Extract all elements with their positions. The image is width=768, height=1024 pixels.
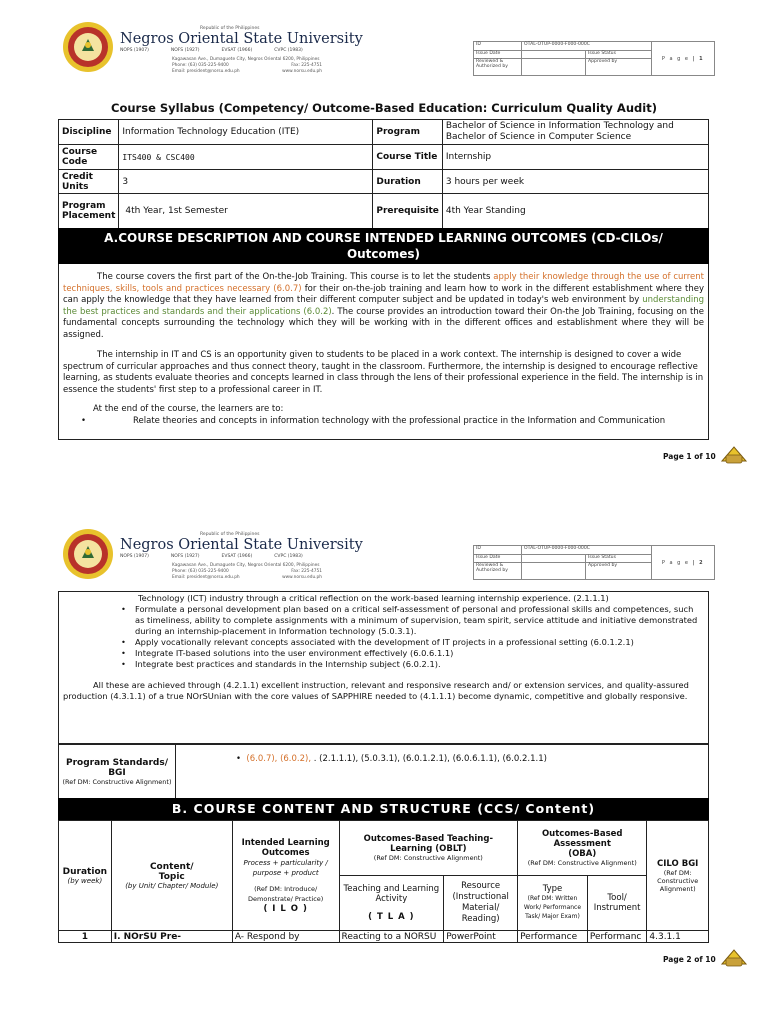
id-value: OTAL-OTUP-0000-F000-000C: [522, 42, 652, 51]
description-paragraph-2: The internship in IT and CS is an opportunity given to students to be placed in a work context. The internship is designed to cover a wide spectrum of curricular approaches and thus connect theory, taught in the classroom. Furthermore, the internship is designed to encourage reflective learning, as students evaluate theories and concepts learned in class through the lens of their professional experience in the field. The internship is in essence the students' first step to a professional career in IT.: [63, 350, 704, 395]
row-tla: Reacting to a NORSU: [339, 931, 444, 943]
col-oba: [518, 821, 647, 876]
col-tla-abbr: ( T L A ): [368, 912, 415, 922]
section-b-header: B. COURSE CONTENT AND STRUCTURE (CCS/ Content): [58, 798, 709, 820]
course-code-label: Course Code: [59, 145, 119, 170]
program-label: Program: [373, 120, 442, 145]
standards-ref: (Ref DM: Constructive Alignment): [62, 778, 172, 786]
issue-date-label: Issue Date: [474, 50, 522, 59]
campus-item: EVSAT (1966): [221, 554, 253, 559]
reviewed-label: Reviewed & Authorized by: [474, 59, 522, 76]
university-seal-icon: [62, 528, 114, 580]
program-standards-table: [58, 744, 709, 800]
ilo-item: • Integrate IT-based solutions into the user environment effectively (6.0.6.1.1): [103, 648, 704, 659]
col-ilo-label: Intended Learning Outcomes: [241, 837, 330, 858]
republic-label: Republic of the Philippines: [200, 532, 260, 537]
col-duration-label: Duration: [62, 866, 108, 877]
page-number: | 1: [692, 55, 705, 62]
campus-item: CVPC (1983): [274, 554, 303, 559]
col-oblt-ref: (Ref DM: Constructive Alignment): [373, 854, 483, 862]
col-tla-label: Teaching and Learning Activity: [343, 884, 440, 904]
discipline-label: Discipline: [59, 120, 119, 145]
campus-item: CVPC (1983): [274, 48, 303, 53]
issue-status-label: Issue Status: [586, 50, 652, 59]
approved-label: Approved by: [586, 563, 652, 580]
row-content: I. NOrSU Pre-: [111, 931, 232, 943]
duration-value: 3 hours per week: [442, 170, 708, 194]
id-label: ID: [474, 546, 522, 555]
reviewed-value: [522, 563, 586, 580]
campus-item: EVSAT (1966): [221, 48, 253, 53]
section-a-header: A.COURSE DESCRIPTION AND COURSE INTENDED LEARNING OUTCOMES (CD-CILOs/ Outcomes): [58, 228, 709, 264]
ilo-continued-text: Technology (ICT) industry through a critical reflection on the work-based learning internship experience. (2.1.1.1): [138, 593, 609, 603]
placement-label: Program Placement: [59, 194, 119, 229]
col-content-label: Content/ Topic: [149, 861, 194, 882]
university-header: [120, 26, 363, 75]
row-type: Performance: [518, 931, 588, 943]
desc-text: The course covers the first part of the On-the-Job Training. This course is to let the students: [97, 272, 494, 282]
page-label: P a g e: [661, 55, 690, 62]
document-control-table: [473, 41, 715, 76]
page-label: P a g e: [661, 559, 690, 566]
id-label: ID: [474, 42, 522, 51]
row-duration: 1: [59, 931, 112, 943]
desc-highlight-orange: apply their knowledge through the use of current techniques, skills, tools and practices necessary (6.0.7): [63, 272, 704, 294]
university-name: Negros Oriental State University: [120, 31, 363, 47]
syllabus-page-2: [0, 512, 768, 1024]
duration-label: Duration: [373, 170, 442, 194]
fax-line: Fax: 225-4751: [291, 569, 322, 574]
col-ilo-sub: Process + particularity / purpose + product: [243, 858, 328, 877]
page-footer: Page 1 of 10: [663, 452, 716, 461]
reviewed-value: [522, 59, 586, 76]
standards-values-text: . (2.1.1.1), (5.0.3.1), (6.0.1.2.1), (6.0.6.1.1), (6.0.2.1.1): [313, 754, 547, 764]
document-control-table: [473, 545, 715, 580]
page-number: | 2: [692, 559, 705, 566]
col-oblt-label: Outcomes-Based Teaching-Learning (OBLT): [363, 834, 493, 854]
course-title-value: Internship: [442, 145, 708, 170]
ilo-list: [63, 604, 704, 670]
col-type: [518, 876, 588, 931]
address-line: Kagawasan Ave., Dumaguete City, Negros Oriental 6200, Philippines: [172, 57, 320, 62]
address-line: Kagawasan Ave., Dumaguete City, Negros Oriental 6200, Philippines: [172, 563, 320, 568]
program-value: Bachelor of Science in Information Technology and Bachelor of Science in Computer Science: [442, 120, 708, 145]
reviewed-label: Reviewed & Authorized by: [474, 563, 522, 580]
col-duration-sub: (by week): [67, 876, 103, 885]
syllabus-page-1: [0, 0, 768, 470]
course-code-value: ITS400 & CSC400: [119, 145, 373, 170]
desc-highlight-green: understanding the best practices and standards and their applications (6.0.2): [63, 295, 704, 317]
website-line: www.norsu.edu.ph: [282, 69, 322, 74]
campus-item: NOPS (1907): [120, 554, 149, 559]
standards-values-highlight: (6.0.7), (6.0.2),: [246, 754, 314, 764]
row-ilo: A- Respond by: [232, 931, 339, 943]
phone-line: Phone: (63) 035-225-9400: [172, 569, 229, 574]
ilo-text: Relate theories and concepts in information technology with the professional practice in the Information and Communication: [133, 415, 666, 426]
col-duration: [59, 821, 112, 931]
learners-intro: At the end of the course, the learners are to:: [93, 404, 284, 414]
page-footer: Page 2 of 10: [663, 955, 716, 964]
col-ilo-abbr: ( I L O ): [263, 903, 308, 914]
footer-emblem-icon: [720, 445, 748, 465]
website-line: www.norsu.edu.ph: [282, 575, 322, 580]
issue-date-label: Issue Date: [474, 554, 522, 563]
row-cilo: 4.3.1.1: [647, 931, 709, 943]
col-content-sub: (by Unit/ Chapter/ Module): [125, 881, 219, 890]
ilo-item: [63, 416, 704, 428]
campus-item: NOFS (1927): [170, 48, 200, 53]
ilo-continued: [58, 591, 709, 744]
col-cilo-ref: (Ref DM: Constructive Alignment): [657, 868, 699, 893]
col-resource: Resource (Instructional Material/ Reading): [444, 876, 518, 931]
course-content-table: [58, 820, 709, 943]
row-resource: PowerPoint: [444, 931, 518, 943]
campus-list: [120, 554, 360, 559]
col-oba-ref: (Ref DM: Constructive Alignment): [527, 859, 637, 867]
credit-units-value: 3: [119, 170, 373, 194]
standards-values: • (6.0.7), (6.0.2), . (2.1.1.1), (5.0.3.1), (6.0.1.2.1), (6.0.6.1.1), (6.0.2.1.1): [176, 745, 709, 800]
col-type-ref: (Ref DM: Written Work/ Performance Task/ Major Exam): [523, 895, 582, 920]
issue-date-value: [522, 554, 586, 563]
col-ilo: [232, 821, 339, 931]
email-line: Email: president@norsu.edu.ph: [172, 69, 240, 74]
course-title-label: Course Title: [373, 145, 442, 170]
page-number-cell: [652, 546, 715, 580]
prerequisite-label: Prerequisite: [373, 194, 442, 229]
phone-line: Phone: (63) 035-225-9400: [172, 63, 229, 68]
ilo-item: • Integrate best practices and standards in the Internship subject (6.0.2.1).: [103, 659, 704, 670]
course-info-table: [58, 119, 709, 229]
discipline-value: Information Technology Education (ITE): [119, 120, 373, 145]
approved-label: Approved by: [586, 59, 652, 76]
desc-text: . The course provides an introduction toward their On-the Job Training, focusing on the fundamental concepts surrounding the technology which they will be working with in the different offices and establishment where they will be assigned.: [63, 306, 704, 340]
issue-status-label: Issue Status: [586, 554, 652, 563]
campus-item: NOFS (1927): [170, 554, 200, 559]
desc-text: for their on-the-job training and learn how to work in the different establishment where they can apply the knowledge that they have learned from their different computer subject and be updated in today's web environment by: [63, 283, 704, 305]
standards-label: Program Standards/ BGI: [66, 758, 168, 778]
col-type-label: Type: [542, 884, 563, 894]
col-cilo: [647, 821, 709, 931]
standards-label-cell: [59, 745, 176, 800]
col-content: [111, 821, 232, 931]
university-seal-icon: [62, 21, 114, 73]
footer-emblem-icon: [720, 948, 748, 968]
issue-date-value: [522, 50, 586, 59]
col-oblt: [339, 821, 518, 876]
page-gap: [0, 470, 768, 512]
credit-units-label: Credit Units: [59, 170, 119, 194]
achieved-paragraph: All these are achieved through (4.2.1.1) excellent instruction, relevant and responsive research and/ or extension services, and quality-assured production (4.3.1.1) of a true NOrSUnian with the core values of SAPPHIRE needed to (4.1.1.1) become dynamic, competitive and globally responsive.: [63, 680, 689, 701]
page-number-cell: [652, 42, 715, 76]
table-row: [59, 931, 709, 943]
campus-list: [120, 48, 360, 53]
address-block: [172, 57, 322, 75]
course-description: [58, 264, 709, 440]
placement-value: 4th Year, 1st Semester: [119, 194, 373, 229]
university-name: Negros Oriental State University: [120, 537, 363, 553]
ilo-list: [63, 416, 704, 428]
republic-label: Republic of the Philippines: [200, 26, 260, 31]
col-ilo-ref: (Ref DM: Introduce/ Demonstrate/ Practice): [248, 884, 324, 903]
syllabus-title: Course Syllabus (Competency/ Outcome-Based Education: Curriculum Quality Audit): [111, 101, 657, 115]
col-cilo-label: CILO BGI: [657, 858, 699, 869]
col-tla: [339, 876, 444, 931]
description-paragraph-1: [63, 272, 704, 341]
id-value: OTAL-OTUP-0000-F000-000C: [522, 546, 652, 555]
email-line: Email: president@norsu.edu.ph: [172, 575, 240, 580]
col-oba-label: Outcomes-Based Assessment (OBA): [541, 829, 623, 859]
prerequisite-value: 4th Year Standing: [442, 194, 708, 229]
ilo-item: • Formulate a personal development plan based on a critical self-assessment of personal and professional skills and competences, such as timeliness, ability to complete assignments with a minimum of supervision, team spirit, service attitude and initiative demonstrated during an internship-placement in Information technology (5.0.3.1).: [103, 604, 704, 637]
row-tool: Performanc: [587, 931, 647, 943]
fax-line: Fax: 225-4751: [291, 63, 322, 68]
ilo-item: • Apply vocationally relevant concepts associated with the development of IT projects in a professional setting (6.0.1.2.1): [103, 637, 704, 648]
col-tool: Tool/ Instrument: [587, 876, 647, 931]
university-header: [120, 532, 363, 581]
address-block: [172, 563, 322, 581]
campus-item: NOPS (1907): [120, 48, 149, 53]
